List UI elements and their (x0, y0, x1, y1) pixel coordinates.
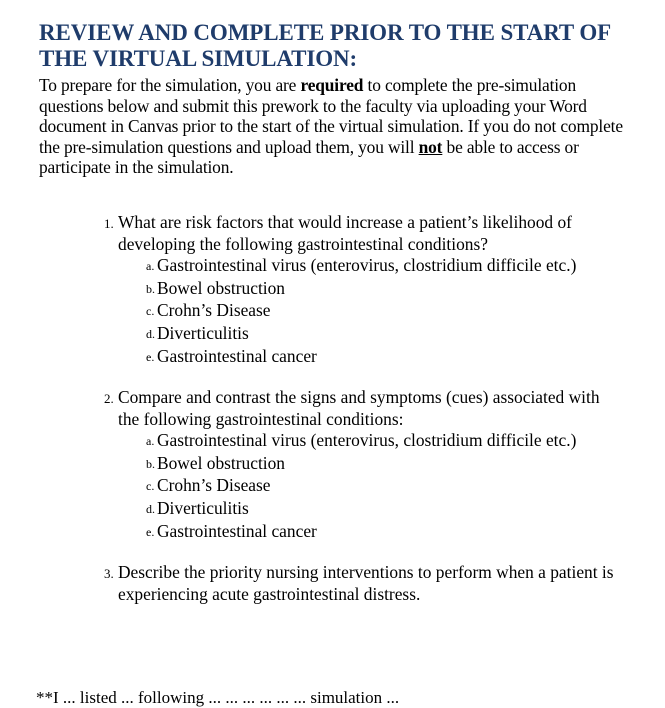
condition-list (104, 430, 624, 544)
item-text: Gastrointestinal cancer (157, 520, 317, 541)
list-item (146, 498, 624, 521)
item-letter: b. (146, 456, 155, 471)
question-3 (104, 562, 624, 605)
question-1 (104, 212, 624, 369)
item-letter: e. (146, 349, 155, 364)
item-letter: a. (146, 434, 155, 448)
intro-text-2: to complete the pre-simulation questions below and submit this prework to the faculty via uploading your Word document in Canvas prior to the start of the virtual simulation. If you do not complete the pre-simulation questions and upload them, you will (39, 75, 623, 157)
list-item (146, 255, 624, 278)
item-text: Gastrointestinal virus (enterovirus, clostridium difficile etc.) (157, 430, 577, 450)
item-letter: e. (146, 524, 155, 539)
list-item (146, 300, 624, 323)
list-item (146, 430, 624, 453)
item-letter: a. (146, 259, 155, 273)
list-item (146, 278, 624, 301)
intro-text-3: be able to access or participate in the simulation. (39, 136, 579, 177)
list-item (146, 475, 624, 498)
intro-paragraph (39, 75, 639, 178)
required-emphasis: required (300, 75, 364, 95)
item-text: Diverticulitis (157, 498, 249, 519)
item-letter: c. (146, 304, 155, 319)
list-item (146, 346, 624, 369)
item-letter: b. (146, 281, 155, 296)
item-text: Diverticulitis (157, 323, 249, 344)
item-letter: d. (146, 327, 155, 342)
item-text: Crohn’s Disease (157, 300, 271, 321)
question-text: Compare and contrast the signs and symptoms (cues) associated with the following gastrointestinal conditions: (118, 387, 600, 429)
item-text: Gastrointestinal virus (enterovirus, clostridium difficile etc.) (157, 255, 577, 275)
list-item (146, 323, 624, 346)
question-2 (104, 387, 624, 544)
list-item (146, 453, 624, 476)
item-letter: d. (146, 502, 155, 517)
item-letter: c. (146, 479, 155, 494)
item-text: Gastrointestinal cancer (157, 345, 317, 366)
page-heading: REVIEW AND COMPLETE PRIOR TO THE START OF THE VIRTUAL SIMULATION: (39, 20, 611, 71)
question-number: 3. (104, 566, 114, 581)
intro-text-1: To prepare for the simulation, you are (39, 75, 301, 95)
question-text: What are risk factors that would increase a patient’s likelihood of developing the following gastrointestinal conditions? (118, 212, 572, 254)
item-text: Bowel obstruction (157, 277, 286, 298)
not-emphasis: not (418, 136, 443, 157)
question-text: Describe the priority nursing interventions to perform when a patient is experiencing acute gastrointestinal distress. (118, 562, 614, 604)
item-text: Bowel obstruction (157, 452, 286, 473)
list-item (146, 521, 624, 544)
question-number: 1. (104, 216, 114, 231)
item-text: Crohn’s Disease (157, 475, 271, 496)
question-number: 2. (104, 391, 114, 406)
condition-list (104, 255, 624, 369)
cut-off-footer-text: **I ... listed ... following ... ... ... ... ... ... simulation ... (36, 688, 400, 707)
